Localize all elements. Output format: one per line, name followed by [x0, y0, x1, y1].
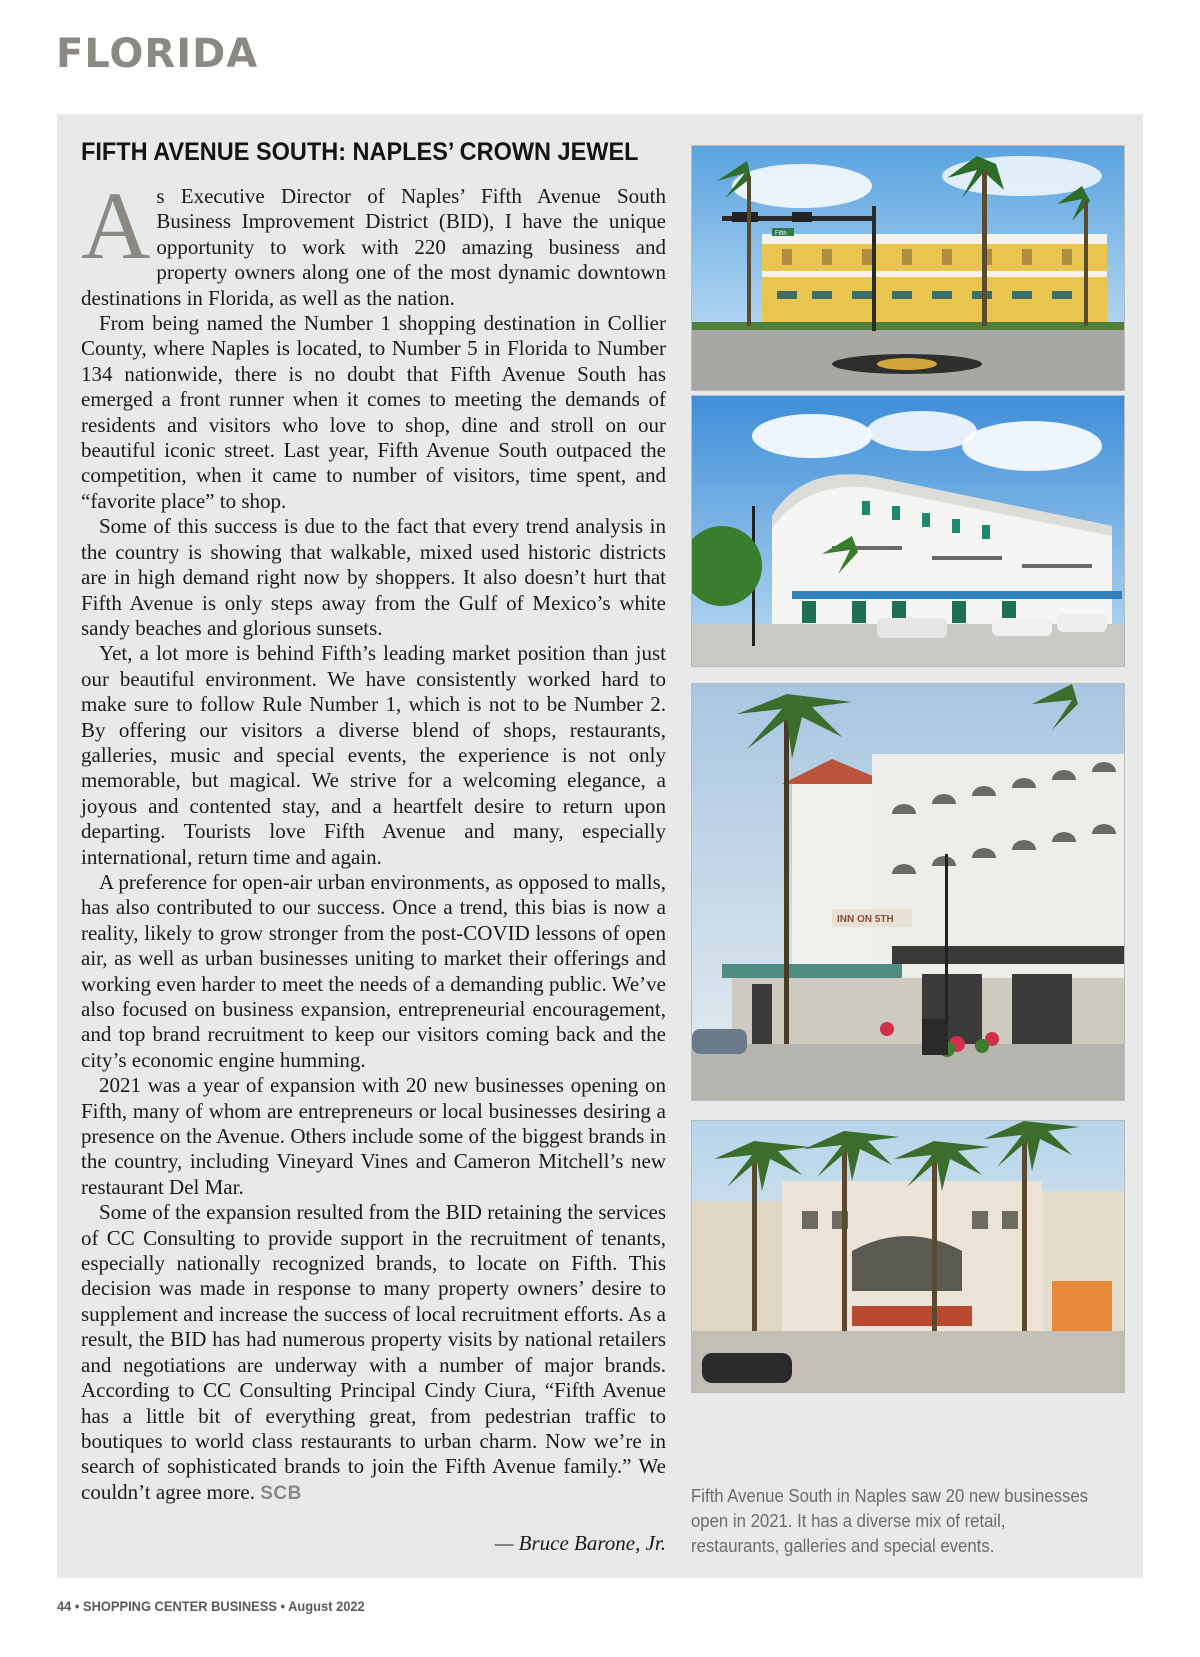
author-byline: — Bruce Barone, Jr. [494, 1531, 666, 1555]
photo-white-corner-building [691, 395, 1125, 667]
article-paragraph: From being named the Number 1 shopping destination in Collier County, where Naples is located, to Number 5 in Florida to Number 134 nationwide, there is no doubt that Fifth Avenue South has emerged a front runner when it comes to meeting the demands of residents and visitors who love to shop, dine and stroll on our beautiful iconic street. Last year, Fifth Avenue South outpaced the competition, when it came to number of visitors, time spent, and “favorite place” to shop. [81, 311, 666, 513]
article-paragraph: A preference for open-air urban environments, as opposed to malls, has also contributed to our success. Once a trend, this bias is now a reality, likely to grow stronger from the post-COVID lessons of open air, as well as urban businesses uniting to market their offerings and working even harder to meet the needs of a demanding public. We’ve also focused on business expansion, entrepreneurial encouragement, and top brand recruitment to keep our visitors coming back and the city’s economic engine humming. [81, 869, 666, 1072]
photo-inn-on-fifth [691, 683, 1125, 1101]
drop-cap: A [81, 172, 151, 279]
article-paragraph: 2021 was a year of expansion with 20 new businesses opening on Fifth, many of whom are entrepreneurs or local businesses desiring a presence on the Avenue. Others include some of the biggest brands in the country, including Vineyard Vines and Cameron Mitchell’s new restaurant Del Mar. [81, 1073, 666, 1199]
scb-signoff: SCB [260, 1482, 302, 1504]
page-footer: 44 • SHOPPING CENTER BUSINESS • August 2022 [57, 1598, 365, 1614]
street-sign-text: Fifth [775, 231, 787, 237]
article-panel [57, 114, 1143, 1578]
article-paragraph: As Executive Director of Naples’ Fifth Avenue South Business Improvement District (BID), I have the unique opportunity to work with 220 amazing business and property owners along one of the most dynamic downtown destinations in Florida, as well as the nation. [81, 172, 666, 310]
article-paragraph: Some of this success is due to the fact that every trend analysis in the country is showing that walkable, mixed used historic districts are in high demand right now by shoppers. It also doesn’t hurt that Fifth Avenue is only steps away from the Gulf of Mexico’s white sandy beaches and glorious sunsets. [81, 514, 666, 640]
photo-caption: Fifth Avenue South in Naples saw 20 new businesses open in 2021. It has a diverse mix of retail, restaurants, galleries and special events. [691, 1486, 1089, 1556]
section-label: FLORIDA [56, 31, 259, 77]
inn-sign-text: INN ON 5TH [837, 914, 894, 925]
photo-yellow-building [691, 145, 1125, 391]
article-body [81, 172, 666, 1506]
article-paragraph: Yet, a lot more is behind Fifth’s leading market position than just our beautiful environment. We have consistently worked hard to make sure to follow Rule Number 1, which is not to be Number 2. By offering our visitors a diverse blend of shops, restaurants, galleries, music and special events, the experience is not only memorable, but magical. We strive for a welcoming elegance, a joyous and contented stay, and a heartfelt desire to return upon departing. Tourists love Fifth Avenue and many, especially international, return time and again. [81, 641, 666, 869]
article-headline: FIFTH AVENUE SOUTH: NAPLES’ CROWN JEWEL [81, 138, 639, 166]
photo-plaza-palms [691, 1120, 1125, 1393]
article-paragraph-last: Some of the expansion resulted from the BID retaining the services of CC Consulting to provide support in the recruitment of tenants, especially nationally recognized brands, to locate on Fifth. This decision was made in response to many property owners’ desire to supplement and increase the success of local recruitment efforts. As a result, the BID has had numerous property visits by national retailers and negotiations are underway with a number of major brands. According to CC Consulting Principal Cindy Ciura, “Fifth Avenue has a little bit of everything great, from pedestrian traffic to boutiques to world class restaurants to urban charm. Now we’re in search of sophisticated brands to join the Fifth Avenue family.” We couldn’t agree more. SCB [81, 1200, 666, 1504]
